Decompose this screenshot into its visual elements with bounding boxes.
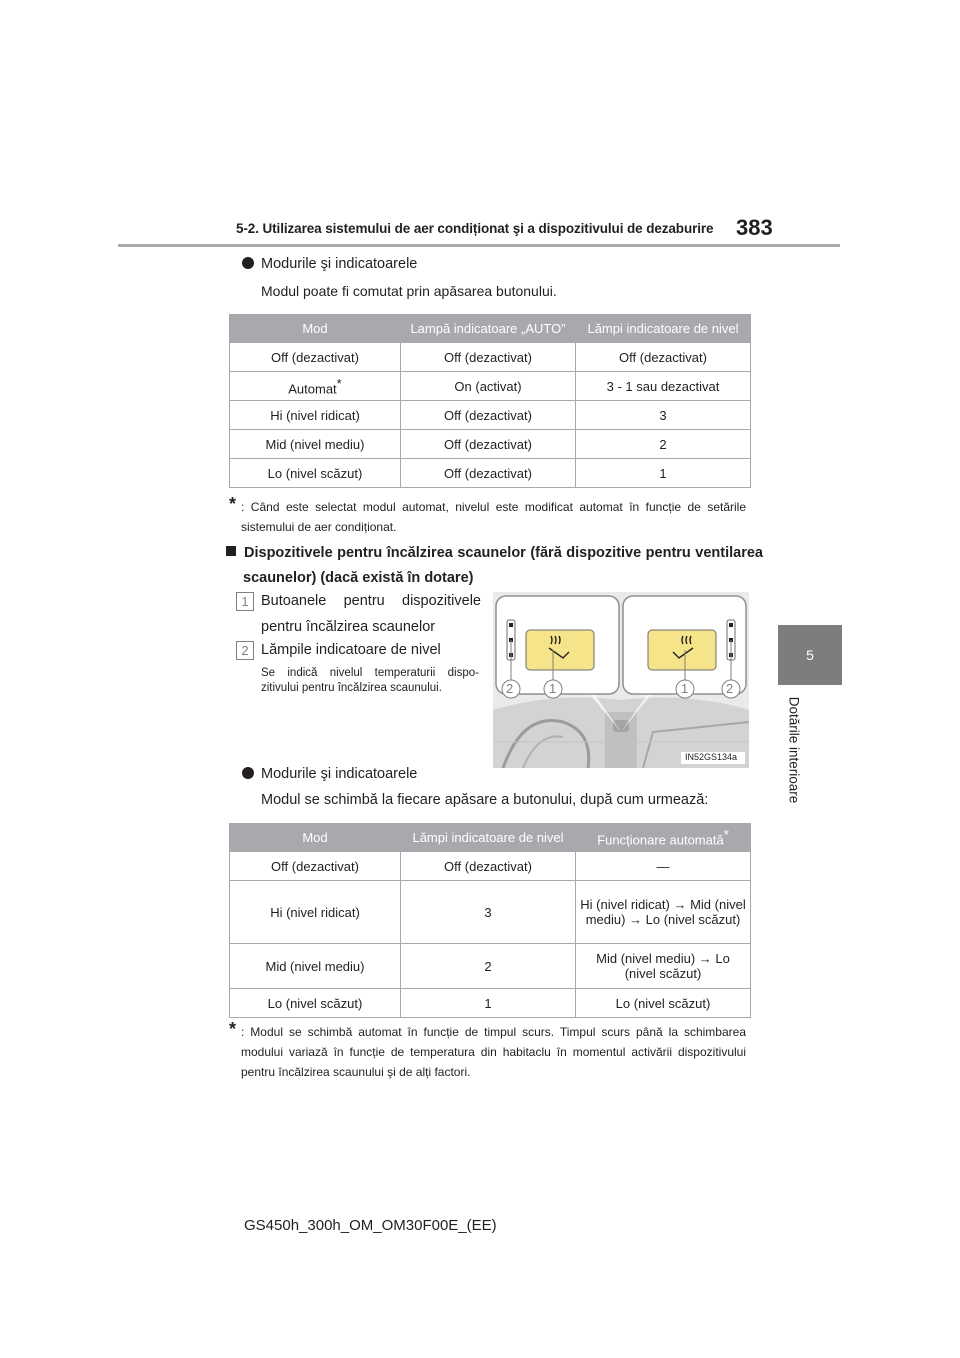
- table-cell: Lo (nivel scăzut): [576, 989, 751, 1018]
- table-cell: Off (dezactivat): [401, 401, 576, 430]
- table-cell: 1: [576, 459, 751, 488]
- th-mod: Mod: [230, 824, 401, 852]
- section-square-icon: [226, 546, 236, 556]
- th-auto-lamp: Lampă indicatoare „AUTO”: [401, 315, 576, 343]
- table-cell: Off (dezactivat): [401, 430, 576, 459]
- table-cell: 3 - 1 sau dezactivat: [576, 372, 751, 401]
- th-auto-function: [576, 824, 751, 852]
- table-cell: Off (dezactivat): [230, 852, 401, 881]
- th-mod: Mod: [230, 315, 401, 343]
- chapter-tab: [778, 625, 842, 685]
- footnote-asterisk-1: *: [229, 494, 237, 514]
- table-cell: Mid (nivel mediu): [230, 430, 401, 459]
- modes-table-2: [229, 823, 751, 1018]
- item-note: Se indică nivelul temperaturii dispo-zitivului pentru încălzirea scaunului.: [261, 667, 479, 694]
- item-level-lamps: Lămpile indicatoare de nivel: [261, 642, 441, 658]
- seat-heater-illustration: [493, 592, 749, 768]
- table-cell-automat: [230, 372, 401, 401]
- th-level-lamps: Lămpi indicatoare de nivel: [576, 315, 751, 343]
- bullet-text-2: Modul se schimbă la fiecare apăsare a butonului, după cum urmează:: [261, 792, 709, 808]
- table-cell: Hi (nivel ridicat): [230, 881, 401, 944]
- bullet-modes-2: [242, 766, 417, 782]
- header-rule: [118, 244, 840, 247]
- chapter-number: 5: [806, 647, 814, 663]
- table-cell: 3: [401, 881, 576, 944]
- footnote-2: : Modul se schimbă automat în funcție de timpul scurs. Timpul scurs până la schimbarea modului variază în funcție de temperatura din habitaclu în momentul activării dispozitivului pentru încălzirea scaunului şi de alți factori.: [241, 1025, 746, 1079]
- th-level-lamps: Lămpi indicatoare de nivel: [401, 824, 576, 852]
- page-number: 383: [736, 215, 773, 240]
- document-code: GS450h_300h_OM_OM30F00E_(EE): [244, 1217, 497, 1234]
- table-cell: —: [576, 852, 751, 881]
- item-buttons: Butoanele pentru dispozitivele pentru încălzirea scaunelor: [261, 593, 481, 635]
- bullet-dot: [242, 767, 254, 779]
- table-cell: Mid (nivel mediu) → Lo (nivel scăzut): [576, 944, 751, 989]
- table-cell: Lo (nivel scăzut): [230, 989, 401, 1018]
- footnote-asterisk-2: *: [229, 1019, 237, 1039]
- section-heading: [226, 541, 763, 591]
- bullet-title: Modurile şi indicatoarele: [261, 766, 418, 782]
- bullet-text-1: Modul poate fi comutat prin apăsarea butonului.: [261, 283, 557, 299]
- bullet-dot: [242, 257, 254, 269]
- table-cell: Off (dezactivat): [401, 459, 576, 488]
- table-cell: 1: [401, 989, 576, 1018]
- modes-table-1: [229, 314, 751, 488]
- table-cell: On (activat): [401, 372, 576, 401]
- callout-number-2: 2: [236, 641, 254, 660]
- table-cell: Off (dezactivat): [401, 852, 576, 881]
- running-header: 5-2. Utilizarea sistemului de aer condiționat şi a dispozitivului de dezaburire: [236, 221, 714, 236]
- table-cell: 2: [401, 944, 576, 989]
- asterisk: *: [336, 375, 342, 391]
- table-cell: Hi (nivel ridicat) → Mid (nivel mediu) → Lo (nivel scăzut): [576, 881, 751, 944]
- th-text: Funcționare automată: [597, 832, 724, 848]
- chapter-label-text: Dotările interioare: [786, 696, 802, 804]
- table-cell: Mid (nivel mediu): [230, 944, 401, 989]
- chapter-label: [779, 685, 809, 815]
- table-cell: Off (dezactivat): [230, 343, 401, 372]
- illus-callout-1-left: 1: [549, 681, 557, 696]
- bullet-modes-1: [242, 256, 417, 272]
- illus-callout-2-left: 2: [506, 681, 514, 696]
- illus-callout-1-right: 1: [681, 681, 689, 696]
- section-heading-text: Dispozitivele pentru încălzirea scaunelor (fără dispozitive pentru ventilarea scaunelor) (dacă există în dotare): [243, 545, 763, 586]
- table-cell: Lo (nivel scăzut): [230, 459, 401, 488]
- table-cell: Off (dezactivat): [401, 343, 576, 372]
- footnote-1: : Când este selectat modul automat, nivelul este modificat automat în funcție de setările sistemului de aer condiționat.: [241, 500, 746, 534]
- table-cell: 2: [576, 430, 751, 459]
- table-cell: 3: [576, 401, 751, 430]
- cell-text: Automat: [288, 381, 337, 397]
- illus-code: IN52GS134a: [685, 752, 738, 762]
- illus-callout-2-right: 2: [726, 681, 734, 696]
- table-cell: Off (dezactivat): [576, 343, 751, 372]
- table-cell: Hi (nivel ridicat): [230, 401, 401, 430]
- asterisk: *: [723, 827, 729, 843]
- callout-number-1: 1: [236, 592, 254, 611]
- bullet-title: Modurile şi indicatoarele: [261, 256, 418, 272]
